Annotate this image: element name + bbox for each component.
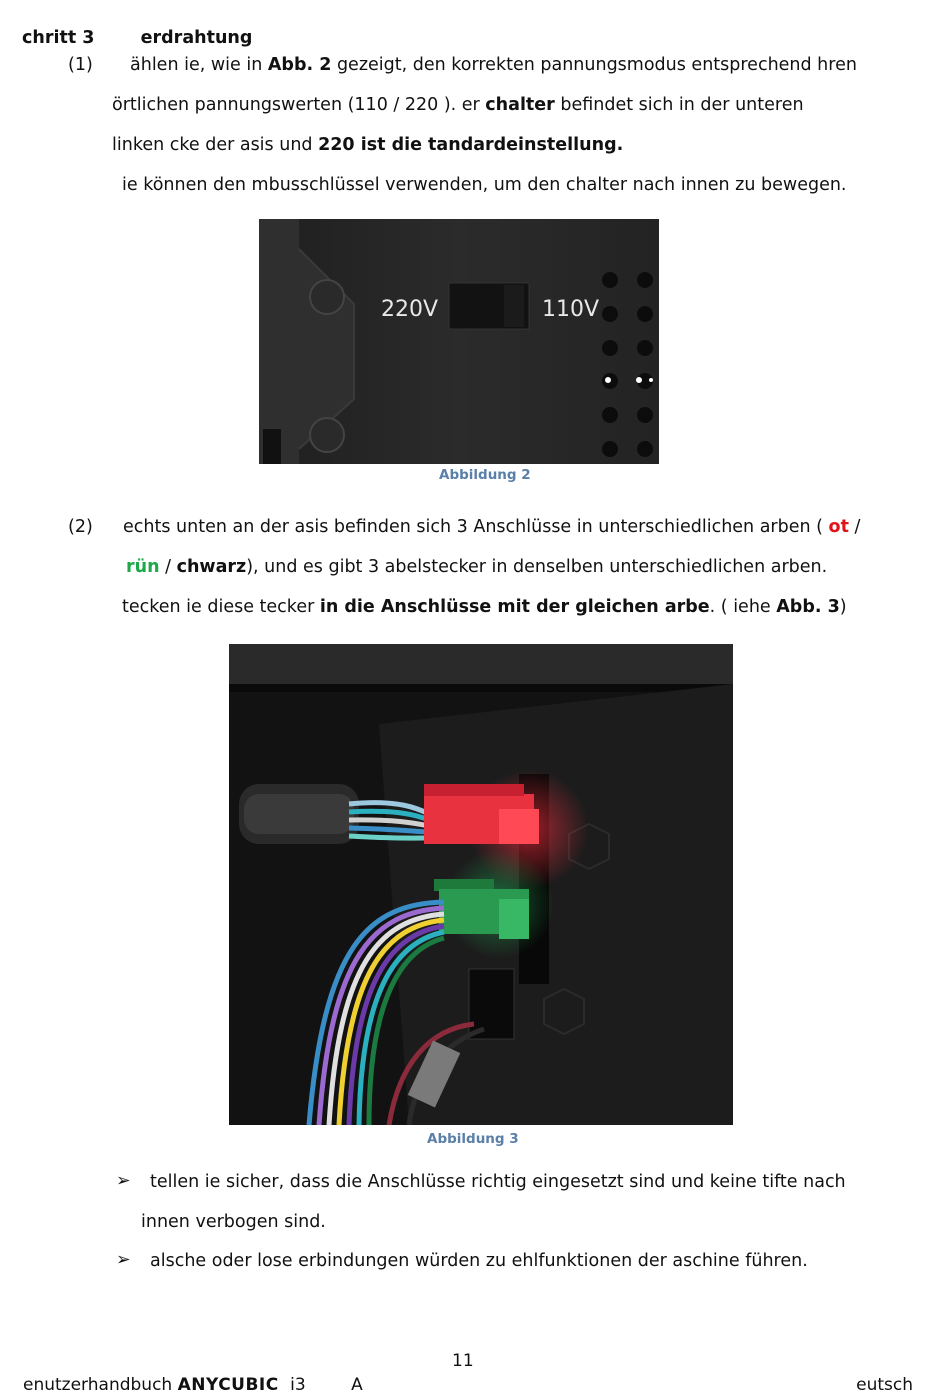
footer-manual-label: enutzerhandbuch bbox=[23, 1375, 173, 1395]
step-heading bbox=[22, 28, 252, 48]
voltage-switch-drawing bbox=[259, 219, 659, 464]
bullet-1-line1: tellen ie sicher, dass die Anschlüsse richtig eingesetzt sind und keine tifte nach bbox=[150, 1172, 846, 1192]
text: linken cke der asis und bbox=[112, 135, 319, 155]
text: echts unten an der asis befinden sich 3 Anschlüsse in unterschiedlichen arben ( bbox=[123, 517, 829, 537]
footer-model: i3 bbox=[290, 1375, 306, 1395]
step-number: chritt 3 bbox=[22, 28, 95, 48]
anycubic-logo: ANYCUBIC bbox=[177, 1375, 279, 1395]
figure-ref: Abb. 3 bbox=[776, 597, 840, 617]
bullet-1-line2: innen verbogen sind. bbox=[141, 1212, 326, 1232]
text: / bbox=[159, 557, 177, 577]
connectors-image bbox=[229, 644, 733, 1125]
color-red-text: ot bbox=[828, 517, 849, 537]
para1-line4: ie können den mbusschlüssel verwenden, um den chalter nach innen zu bewegen. bbox=[122, 175, 847, 195]
footer-language: eutsch bbox=[856, 1375, 913, 1395]
figure2-caption: Abbildung 2 bbox=[439, 467, 531, 483]
label-220v: 220V bbox=[381, 297, 439, 322]
bold-text: 220 ist die tandardeinstellung. bbox=[318, 135, 624, 155]
bullet-arrow-icon: ➢ bbox=[116, 1171, 131, 1191]
text: ) bbox=[839, 597, 847, 617]
footer-model-suffix: A bbox=[351, 1375, 363, 1395]
text: gezeigt, den korrekten pannungsmodus entsprechend hren bbox=[331, 55, 857, 75]
figure-ref: Abb. 2 bbox=[267, 55, 332, 75]
para1-line3 bbox=[112, 135, 623, 155]
text: ), und es gibt 3 abelstecker in denselben unterschiedlichen arben. bbox=[246, 557, 828, 577]
text: örtlichen pannungswerten (110 / 220 ). er bbox=[112, 95, 486, 115]
color-green-text: rün bbox=[126, 557, 160, 577]
page-number: 11 bbox=[452, 1351, 474, 1371]
color-black-text: chwarz bbox=[176, 557, 247, 577]
bold-text: chalter bbox=[485, 95, 555, 115]
text: tecken ie diese tecker bbox=[122, 597, 320, 617]
text: befindet sich in der unteren bbox=[554, 95, 804, 115]
para1-line2 bbox=[112, 95, 804, 115]
step-title: erdrahtung bbox=[140, 28, 253, 48]
text: / bbox=[848, 517, 861, 537]
para2-line2 bbox=[126, 557, 827, 577]
footer-left bbox=[23, 1375, 363, 1395]
para1-number: (1) bbox=[68, 55, 93, 75]
label-110v: 110V bbox=[542, 297, 600, 322]
bullet-arrow-icon: ➢ bbox=[116, 1250, 131, 1270]
text: . ( iehe bbox=[709, 597, 777, 617]
voltage-switch-image bbox=[259, 219, 659, 464]
bold-text: in die Anschlüsse mit der gleichen arbe bbox=[319, 597, 710, 617]
para2-line1 bbox=[123, 517, 860, 537]
connectors-drawing bbox=[229, 644, 733, 1125]
text: ählen ie, wie in bbox=[130, 55, 268, 75]
bullet-2-line1: alsche oder lose erbindungen würden zu ehlfunktionen der aschine führen. bbox=[150, 1251, 808, 1271]
para2-number: (2) bbox=[68, 517, 93, 537]
para2-line3 bbox=[122, 597, 847, 617]
figure3-caption: Abbildung 3 bbox=[427, 1131, 519, 1147]
para1-line1 bbox=[130, 55, 857, 75]
